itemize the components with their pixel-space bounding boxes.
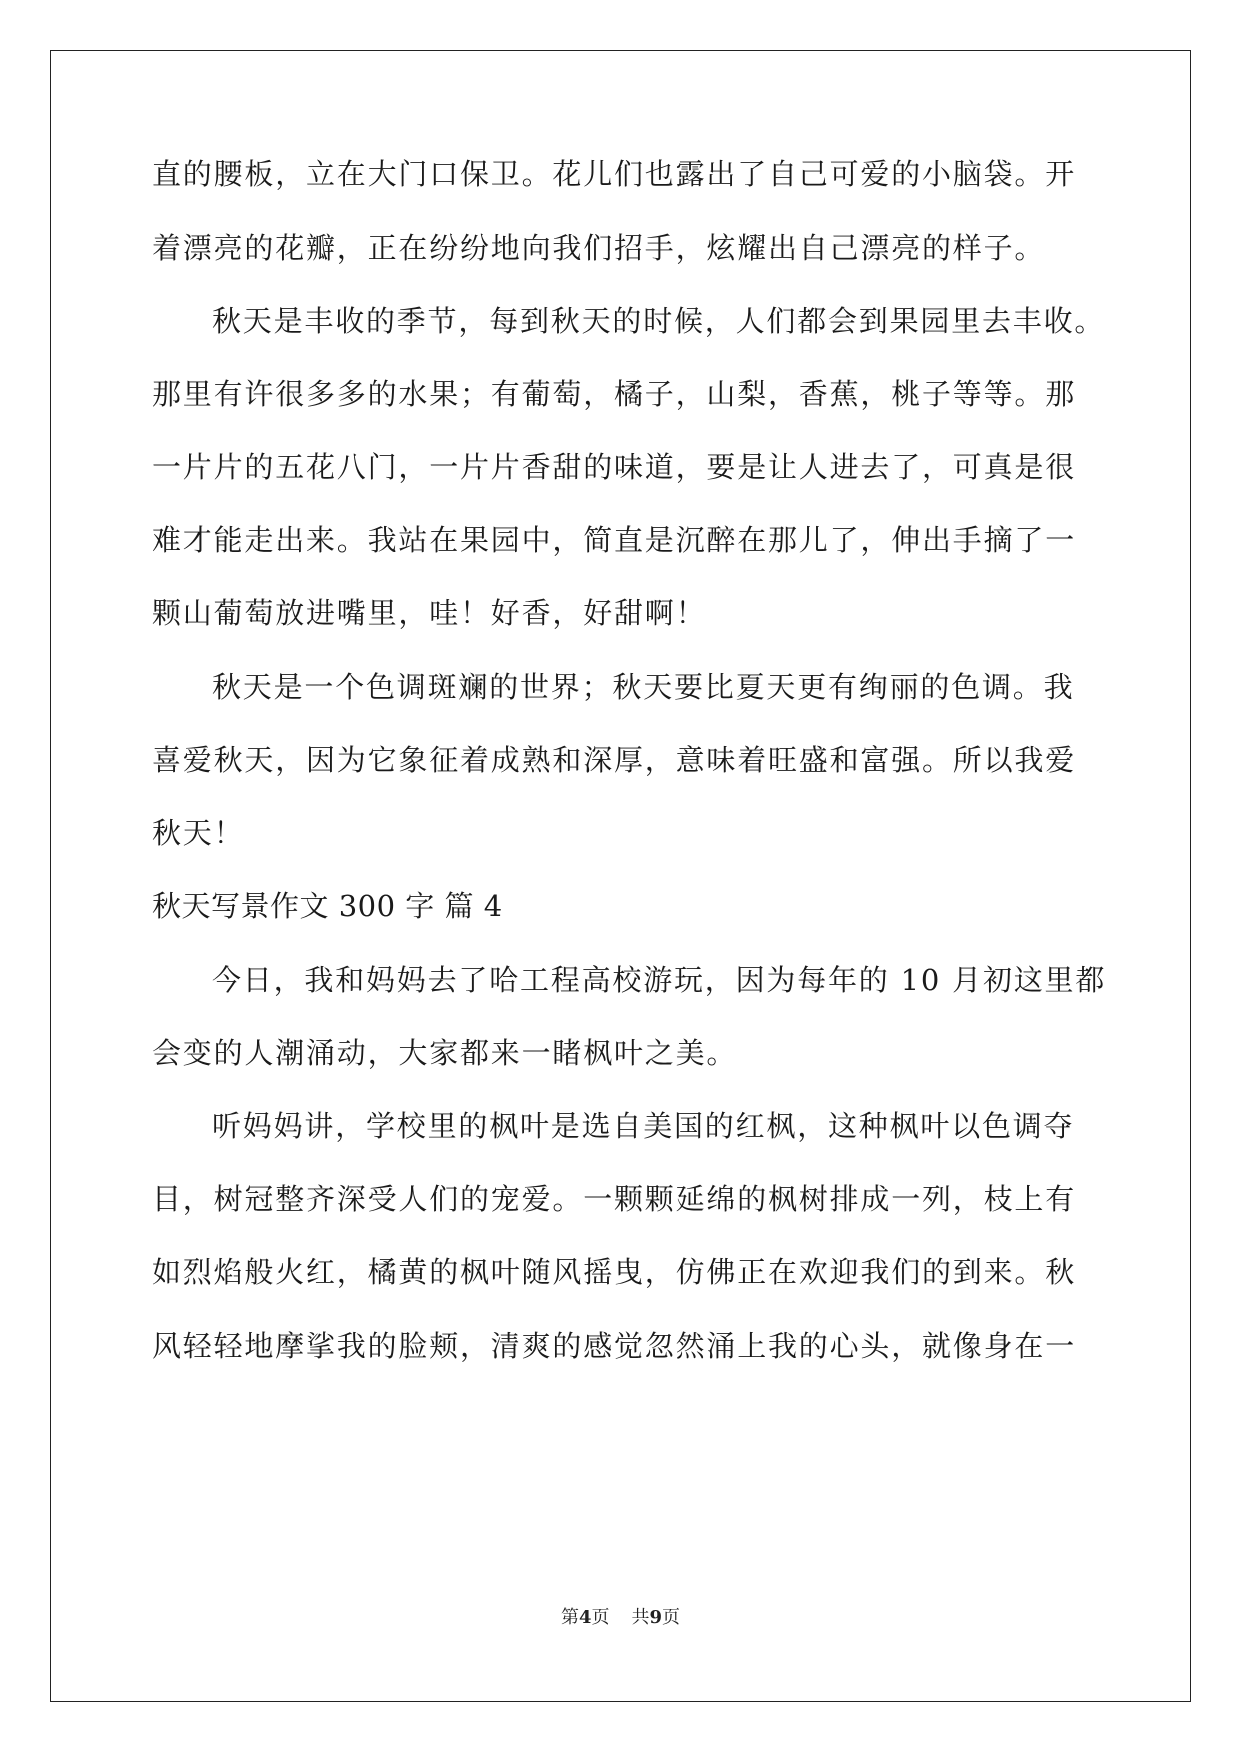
text-line: 难才能走出来。我站在果园中，简直是沉醉在那儿了，伸出手摘了一 [152,523,1077,557]
text-line: 风轻轻地摩挲我的脸颊，清爽的感觉忽然涌上我的心头，就像身在一 [152,1329,1077,1363]
page-frame [50,50,1191,1702]
text-line: 一片片的五花八门，一片片香甜的味道，要是让人进去了，可真是很 [152,450,1077,484]
text-line: 喜爱秋天，因为它象征着成熟和深厚，意味着旺盛和富强。所以我爱 [152,743,1077,777]
text-line: 颗山葡萄放进嘴里，哇！好香，好甜啊！ [152,596,707,630]
section-heading: 秋天写景作文 300 字 篇 4 [152,889,503,923]
text-line: 会变的人潮涌动，大家都来一睹枫叶之美。 [152,1036,738,1070]
paragraph-start-line: 秋天是一个色调斑斓的世界；秋天要比夏天更有绚丽的色调。我 [212,670,1075,704]
text-line: 着漂亮的花瓣，正在纷纷地向我们招手，炫耀出自己漂亮的样子。 [152,231,1046,265]
paragraph-start-line: 今日，我和妈妈去了哈工程高校游玩，因为每年的 10 月初这里都 [212,963,1107,997]
text-line: 如烈焰般火红，橘黄的枫叶随风摇曳，仿佛正在欢迎我们的到来。秋 [152,1255,1077,1289]
page-total: 共9页 [631,1607,681,1628]
page-number: 第4页 [560,1607,610,1628]
paragraph-start-line: 秋天是丰收的季节，每到秋天的时候，人们都会到果园里去丰收。 [212,304,1106,338]
paragraph-start-line: 听妈妈讲，学校里的枫叶是选自美国的红枫，这种枫叶以色调夺 [212,1109,1075,1143]
text-line: 直的腰板，立在大门口保卫。花儿们也露出了自己可爱的小脑袋。开 [152,157,1077,191]
text-line: 那里有许很多多的水果；有葡萄，橘子，山梨，香蕉，桃子等等。那 [152,377,1077,411]
page-footer [0,1606,1241,1630]
text-line: 秋天！ [152,816,245,850]
text-line: 目，树冠整齐深受人们的宠爱。一颗颗延绵的枫树排成一列，枝上有 [152,1182,1077,1216]
